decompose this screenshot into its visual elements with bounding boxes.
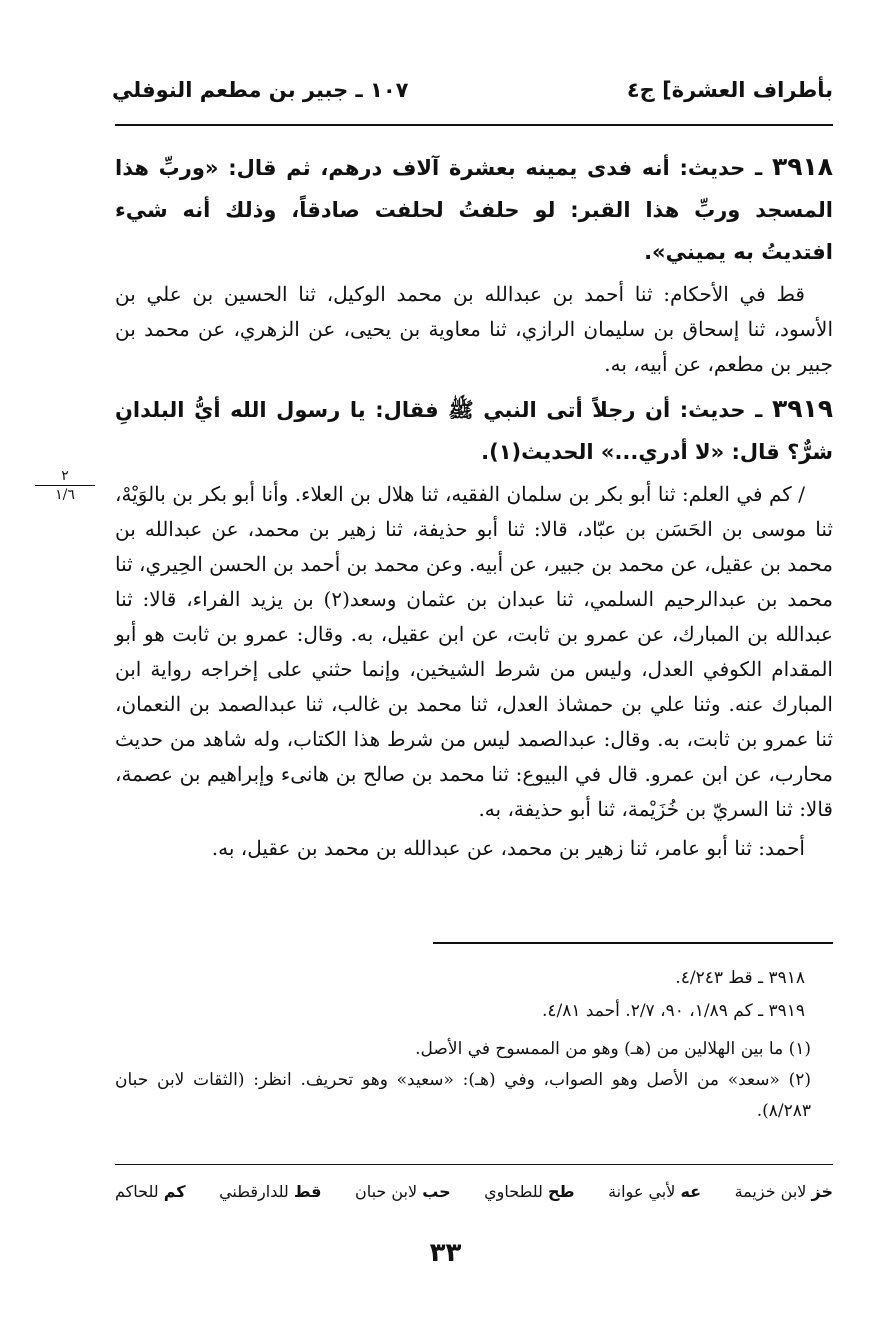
- abbr-item: عه لأبي عوانة: [608, 1182, 702, 1201]
- manuscript-folio-note: [35, 468, 95, 503]
- abbr-item: قط للدارقطني: [219, 1182, 322, 1201]
- footnote: (١) ما بين الهلالين من (هـ) وهو من الممسوح في الأصل.: [415, 1039, 811, 1059]
- abbr-item: خز لابن خزيمة: [734, 1182, 833, 1201]
- footnote-rule: [433, 942, 833, 944]
- footnotes: [115, 962, 833, 1127]
- folio-bottom: ١/٦: [55, 487, 75, 503]
- hadith-number: ٣٩١٨: [771, 152, 833, 181]
- isnad-paragraph: قط في الأحكام: ثنا أحمد بن عبدالله بن محمد الوكيل، ثنا الحسين بن علي بن الأسود، ثنا إسحاق بن سليمان الرازي، ثنا معاوية بن يحيى، عن الزهري، عن محمد بن جبير بن مطعم، عن أبيه، به.: [115, 282, 833, 376]
- hadith-number: ٣٩١٩: [771, 394, 833, 423]
- abbr-item: كم للحاكم: [115, 1182, 186, 1201]
- source-ref: ٣٩١٨ ـ قط ٤/٢٤٣.: [675, 968, 805, 988]
- abbreviation-rule: [115, 1164, 833, 1165]
- hadith-text: ـ حديث: أن رجلاً أتى النبي ﷺ فقال: يا رسول الله أيُّ البلدانِ شرٌّ؟ قال: «لا أدري...» الحديث(١).: [115, 398, 833, 464]
- source-ref: ٣٩١٩ ـ كم ١/٨٩، ٩٠، ٢/٧. أحمد ٤/٨١.: [541, 1001, 805, 1021]
- source-references: [115, 962, 833, 1028]
- isnad-paragraph: / كم في العلم: ثنا أبو بكر بن سلمان الفقيه، ثنا هلال بن العلاء. وأنا أبو بكر بن بالوَيْهْ، ثنا موسى بن الحَسَن بن عبّاد، قالا: ثنا أبو حذيفة، ثنا زهير بن محمد، عن عبدالله بن محمد بن عقيل، عن محمد بن جبير، عن أبيه. وعن محمد بن أحمد بن الحسن الحِيري، ثنا محمد بن عبدالرحيم السلمي، ثنا عبدان بن عثمان وسعد(٢) بن يزيد الفراء، قالا: ثنا عبدالله بن المبارك، عن عمرو بن ثابت، عن ابن عقيل، به. وقال: عمرو بن ثابت هو أبو المقدام الكوفي العدل، وليس من شرط الشيخين، وإنما حثني على إخراجه رواية ابن المبارك عنه. وثنا علي بن حمشاذ العدل، ثنا محمد بن غالب، ثنا عبدالصمد بن النعمان، ثنا عمرو بن ثابت، به. وقال: عبدالصمد ليس من شرط هذا الكتاب، وله شاهد من حديث محارب، عن ابن عمرو. قال في البيوع: ثنا محمد بن صالح بن هانىء وإبراهيم بن عصمة، قالا: ثنا السريّ بن خُزَيْمة، ثنا أبو حذيفة، به.: [115, 482, 834, 821]
- footnote: (٢) «سعد» من الأصل وهو الصواب، وفي (هـ): «سعيد» وهو تحريف. انظر: (الثقات لابن حبان ٨/٢٨٣).: [115, 1070, 811, 1121]
- isnad-paragraph: أحمد: ثنا أبو عامر، ثنا زهير بن محمد، عن عبدالله بن محمد بن عقيل، به.: [211, 836, 805, 860]
- folio-divider: [35, 485, 95, 486]
- editor-notes: [115, 1034, 833, 1127]
- main-text: [115, 146, 833, 866]
- hadith-3918: [115, 146, 833, 273]
- running-header: [112, 70, 833, 110]
- folio-top: ٢: [61, 468, 69, 484]
- abbreviation-key: [115, 1182, 833, 1201]
- page-number: ٣٣: [429, 1238, 462, 1268]
- hadith-3919: [115, 388, 833, 473]
- header-volume-title: بأطراف العشرة] ج٤: [626, 78, 833, 102]
- abbr-item: طح للطحاوي: [484, 1182, 575, 1201]
- abbr-item: حب لابن حبان: [354, 1182, 451, 1201]
- header-chapter-title: ١٠٧ ـ جبير بن مطعم النوفلي: [112, 78, 409, 102]
- hadith-text: ـ حديث: أنه فدى يمينه بعشرة آلاف درهم، ثم قال: «وربِّ هذا المسجد وربِّ هذا القبر: لو حلفتُ لحلفت صادقاً، وذلك أنه شيء افتديتُ به يميني».: [115, 156, 833, 264]
- header-rule: [115, 124, 833, 126]
